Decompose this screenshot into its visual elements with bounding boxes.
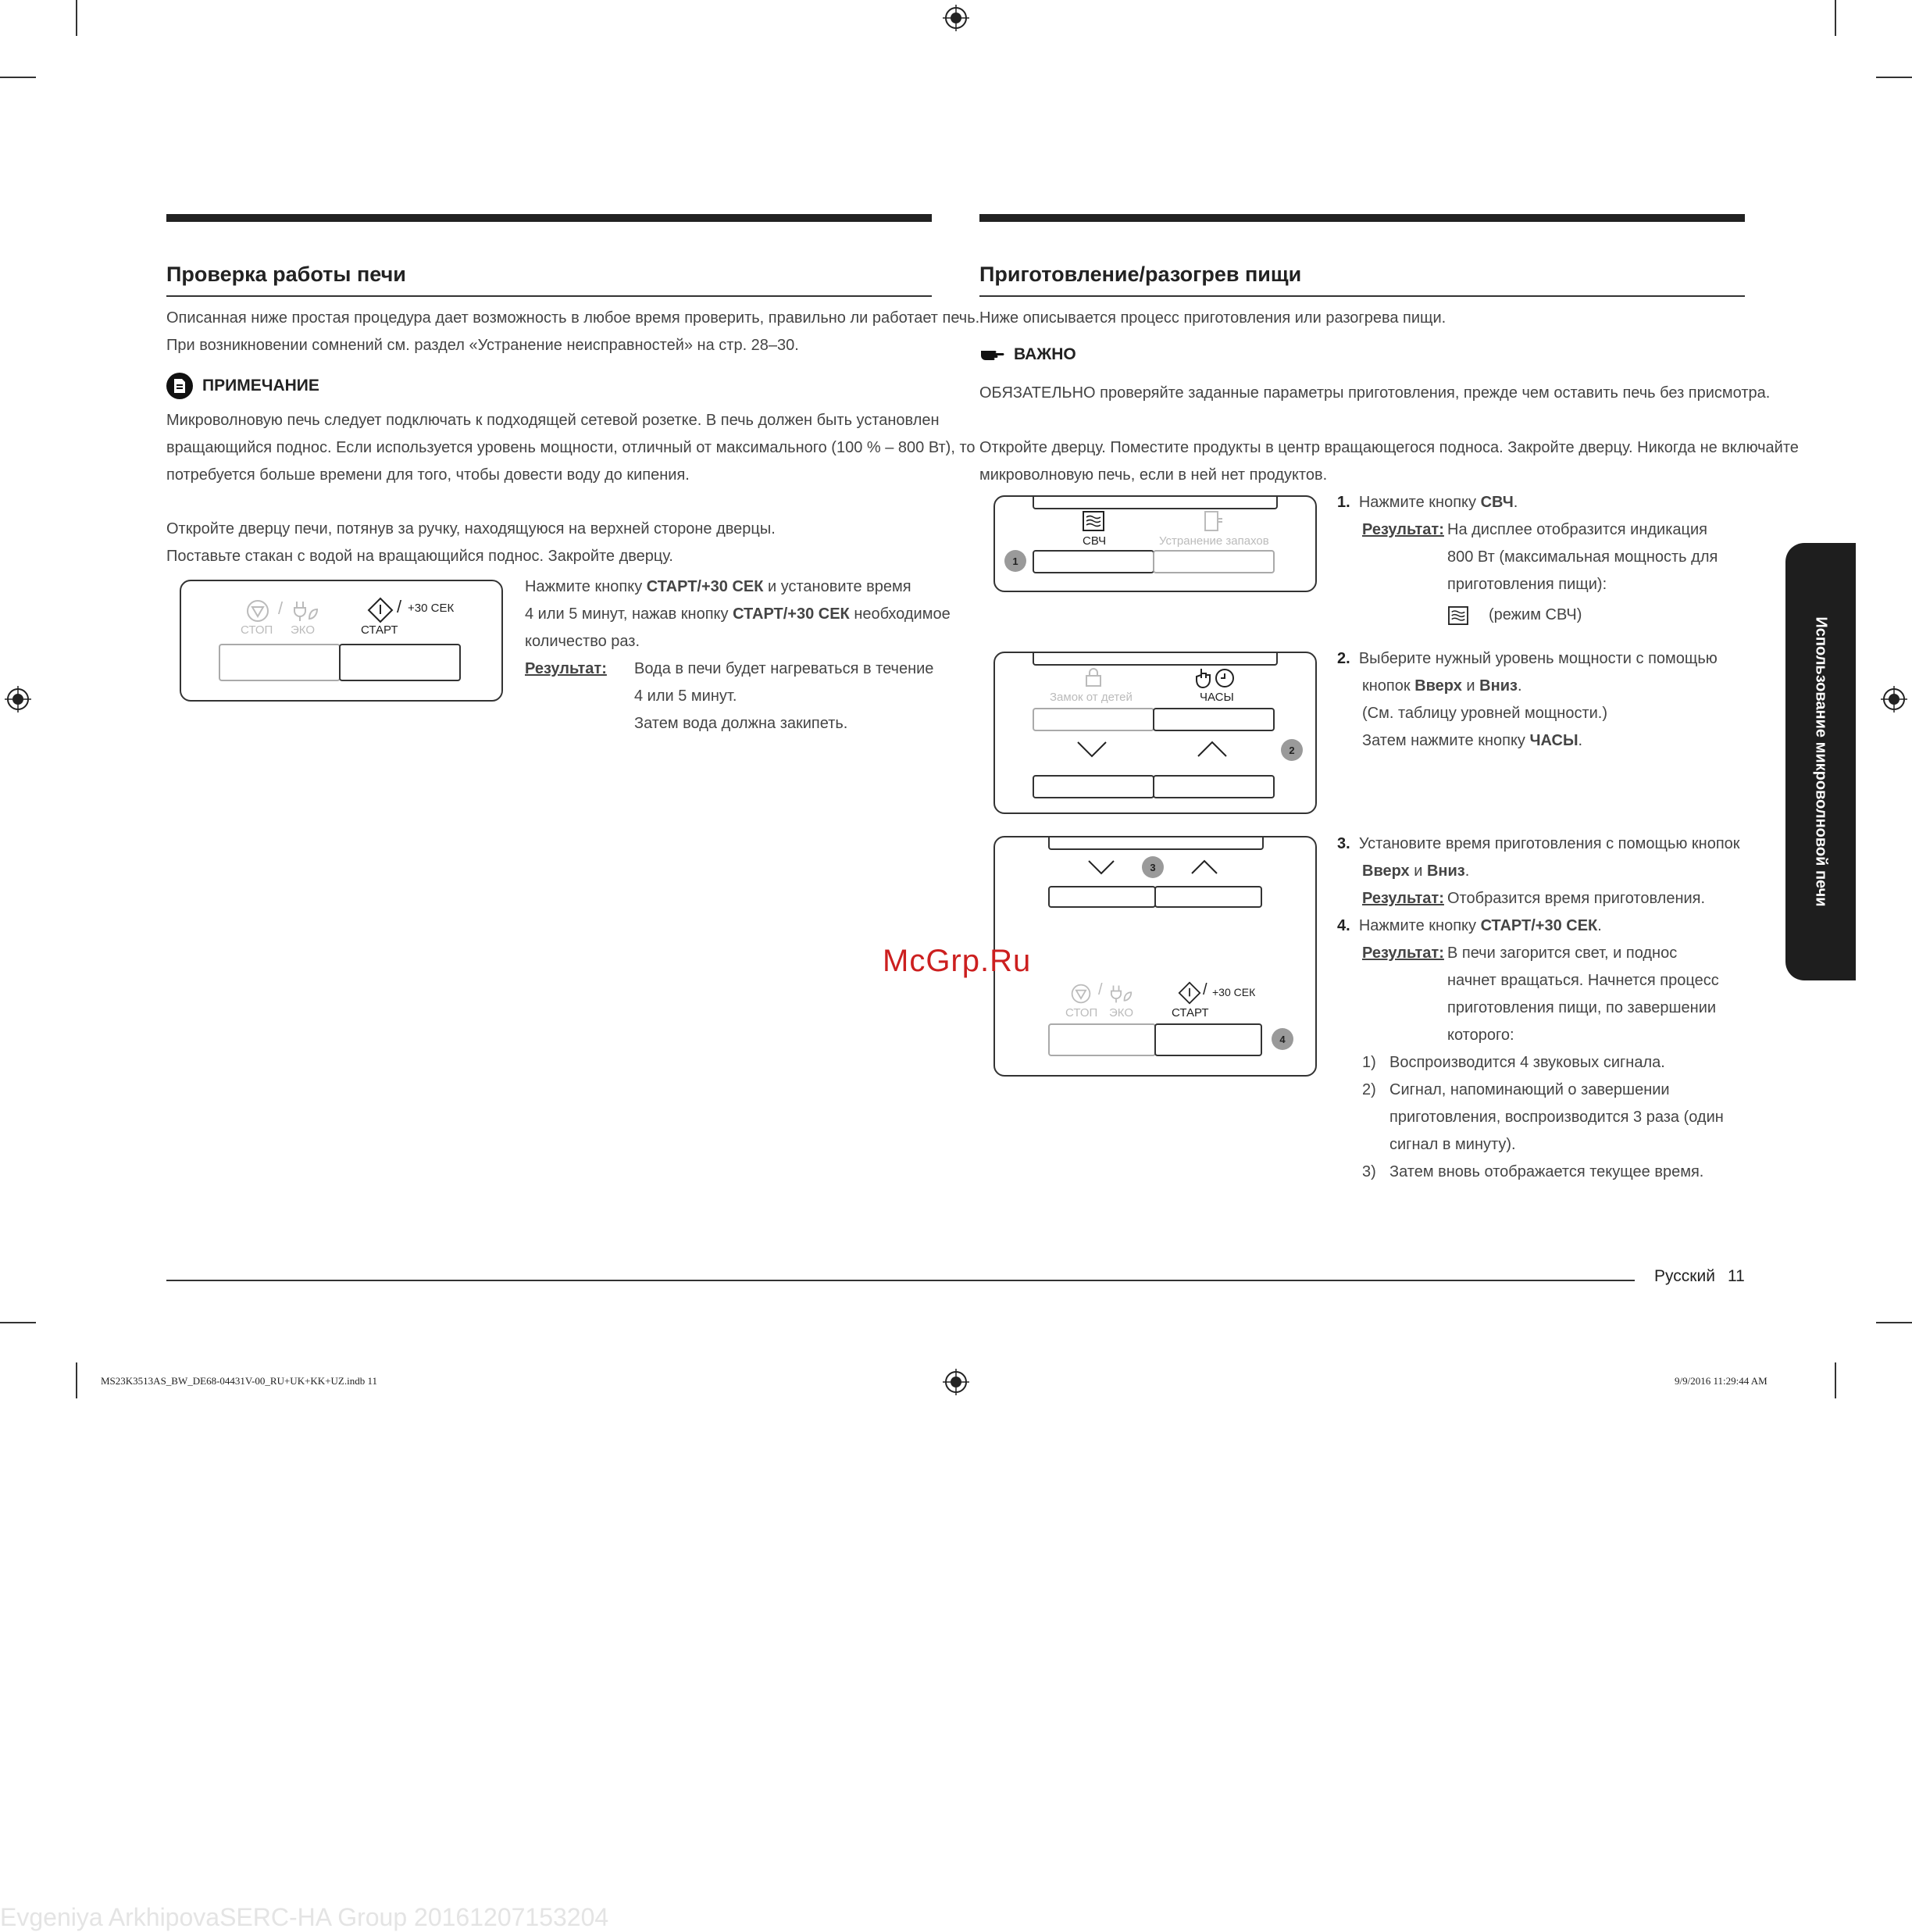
right-para-2: микроволновую печь, если в ней нет продуктов. [979,466,1328,484]
step-4-line: 4. Нажмите кнопку СТАРТ/+30 СЕК. [1337,917,1602,934]
left-section-title: Проверка работы печи [166,262,406,286]
down-button[interactable] [1048,886,1156,908]
left-title-rule [166,295,932,297]
plus30-label: +30 СЕК [1212,986,1256,998]
mw-button[interactable] [1033,550,1154,573]
start-diamond-icon [367,597,394,623]
pointing-hand-icon [979,346,1004,363]
stop-label: СТОП [241,623,273,637]
slash-label: / [1098,981,1103,998]
stop-icon [1070,983,1092,1005]
chapter-side-tab-label: Использование микроволновой печи [1812,616,1830,907]
control-panel-microwave [993,495,1317,592]
registration-mark-icon [5,686,31,712]
result-label: Результат: [1362,945,1444,962]
deodorize-button[interactable] [1153,550,1275,573]
s1-mode: (режим СВЧ) [1489,606,1582,623]
control-panel-power [993,652,1317,814]
list-item-3: Затем вновь отображается текущее время. [1389,1163,1704,1180]
step-badge: 1 [1004,550,1026,572]
s1-result-3: приготовления пищи): [1447,576,1607,593]
eco-plug-icon [1109,983,1134,1005]
left-step-line-1: Нажмите кнопку СТАРТ/+30 СЕК и установите время [525,578,911,595]
clock-label: ЧАСЫ [1200,691,1234,704]
up-button[interactable] [1154,886,1262,908]
step-2-line-2: кнопок Вверх и Вниз. [1362,677,1522,695]
right-intro: Ниже описывается процесс приготовления или разогрева пищи. [979,309,1446,327]
clock-hand-icon [1195,666,1236,689]
eco-label: ЭКО [291,623,316,637]
child-lock-label: Замок от детей [1050,691,1133,704]
footer-rule [166,1280,1635,1281]
left-intro-2: При возникновении сомнений см. раздел «Устранение неисправностей» на стр. 28–30. [166,337,799,354]
s1-result-2: 800 Вт (максимальная мощность для [1447,548,1718,566]
step-badge: 3 [1142,856,1164,878]
result-label: Результат: [525,660,607,677]
left-top-bar [166,214,932,222]
note-header [166,373,319,399]
up-button[interactable] [1153,775,1275,798]
left-intro-1: Описанная ниже простая процедура дает возможность в любое время проверить, правильно ли работает печь. [166,309,980,327]
deodorize-icon [1203,511,1225,531]
note-line-2: вращающийся поднос. Если используется уровень мощности, отличный от максимального (100 % – 800 Вт), то [166,439,976,456]
start-button[interactable] [339,644,461,681]
top-partial-button [1033,652,1278,666]
step-3-line-2: Вверх и Вниз. [1362,862,1470,880]
step-badge: 2 [1281,739,1303,761]
left-result-3: Затем вода должна закипеть. [634,715,848,732]
important-header [979,345,1076,364]
mw-label: СВЧ [1083,534,1107,548]
step-badge: 4 [1272,1028,1293,1050]
start-button[interactable] [1154,1023,1262,1056]
watermark: McGrp.Ru [883,944,1032,978]
slash-label: / [397,597,402,616]
note-line-1: Микроволновую печь следует подключать к подходящей сетевой розетке. В печь должен быть установлен [166,412,940,429]
right-section-title: Приготовление/разогрев пищи [979,262,1302,286]
s3-result: Отобразится время приготовления. [1447,890,1706,907]
list-item-2b: приготовления, воспроизводится 3 раза (один [1389,1109,1724,1126]
control-panel-time-start [993,836,1317,1077]
stop-eco-button[interactable] [1048,1023,1156,1056]
footer-date: 9/9/2016 11:29:44 AM [1675,1375,1768,1387]
list-item-2a: Сигнал, напоминающий о завершении [1389,1081,1670,1098]
list-item-2c: сигнал в минуту). [1389,1136,1516,1153]
start-label: СТАРТ [1172,1006,1209,1020]
left-para-1: Откройте дверцу печи, потянув за ручку, находящуюся на верхней стороне дверцы. [166,520,776,537]
top-partial-button [1048,836,1264,850]
clock-button[interactable] [1153,708,1275,731]
important-title: ВАЖНО [1014,345,1076,363]
chevron-down-icon [1087,859,1115,875]
deodorize-label: Устранение запахов [1159,534,1269,548]
top-partial-button [1033,495,1278,509]
chevron-up-icon [1190,859,1218,875]
s1-result-1: На дисплее отобразится индикация [1447,521,1707,538]
note-title: ПРИМЕЧАНИЕ [202,377,319,395]
step-2-line-3: (См. таблицу уровней мощности.) [1362,705,1608,722]
right-top-bar [979,214,1745,222]
list-item-3-num: 3) [1362,1163,1376,1180]
registration-mark-icon [943,1369,969,1395]
microwave-wave-icon [1083,511,1104,531]
child-lock-button[interactable] [1033,708,1154,731]
step-2-line-1: 2. Выберите нужный уровень мощности с помощью [1337,650,1718,667]
result-label: Результат: [1362,521,1444,538]
eco-plug-icon [292,598,320,623]
important-text: ОБЯЗАТЕЛЬНО проверяйте заданные параметры приготовления, прежде чем оставить печь без присмотра. [979,384,1771,402]
note-line-3: потребуется больше времени для того, чтобы довести воду до кипения. [166,466,690,484]
list-item-1-num: 1) [1362,1054,1376,1071]
footer-language: Русский [1654,1267,1715,1285]
left-result-2: 4 или 5 минут. [634,687,737,705]
step-3-line-1: 3. Установите время приготовления с помощью кнопок [1337,835,1740,852]
start-diamond-icon [1178,981,1201,1005]
lock-icon [1084,667,1103,687]
s4-result-3: приготовления пищи, по завершении [1447,999,1717,1016]
right-para-1: Откройте дверцу. Поместите продукты в центр вращающегося подноса. Закройте дверцу. Никогда не включайте [979,439,1799,456]
chapter-side-tab [1785,543,1856,980]
result-label: Результат: [1362,890,1444,907]
stop-eco-button[interactable] [219,644,341,681]
registration-mark-icon [943,5,969,31]
right-title-rule [979,295,1745,297]
step-1-line: 1. Нажмите кнопку СВЧ. [1337,494,1518,511]
control-panel-start [180,580,503,702]
s4-result-2: начнет вращаться. Начнется процесс [1447,972,1719,989]
slash-label: / [278,598,284,618]
list-item-1: Воспроизводится 4 звуковых сигнала. [1389,1054,1665,1071]
s4-result-1: В печи загорится свет, и поднос [1447,945,1678,962]
eco-label: ЭКО [1109,1006,1134,1020]
left-para-2: Поставьте стакан с водой на вращающийся поднос. Закройте дверцу. [166,548,673,565]
left-step-line-2: 4 или 5 минут, нажав кнопку СТАРТ/+30 СЕК необходимое [525,605,951,623]
slash-label: / [1203,981,1207,998]
chevron-up-icon [1197,741,1228,758]
s4-result-4: которого: [1447,1027,1514,1044]
chevron-down-icon [1076,741,1108,758]
plus30-label: +30 СЕК [408,602,455,615]
microwave-wave-icon [1448,606,1468,625]
footer-stamp: Evgeniya ArkhipovaSERC-HA Group 20161207153204 [0,1903,609,1931]
down-button[interactable] [1033,775,1154,798]
registration-mark-icon [1881,686,1907,712]
left-step-line-3: количество раз. [525,633,640,650]
step-2-line-4: Затем нажмите кнопку ЧАСЫ. [1362,732,1583,749]
footer-page-number: 11 [1728,1267,1745,1285]
start-label: СТАРТ [361,623,398,637]
left-result-1: Вода в печи будет нагреваться в течение [634,660,934,677]
list-item-2-num: 2) [1362,1081,1376,1098]
footer-file-name: MS23K3513AS_BW_DE68-04431V-00_RU+UK+KK+UZ.indb 11 [101,1375,377,1387]
note-icon [166,373,193,399]
stop-label: СТОП [1065,1006,1098,1020]
stop-icon [245,598,270,623]
